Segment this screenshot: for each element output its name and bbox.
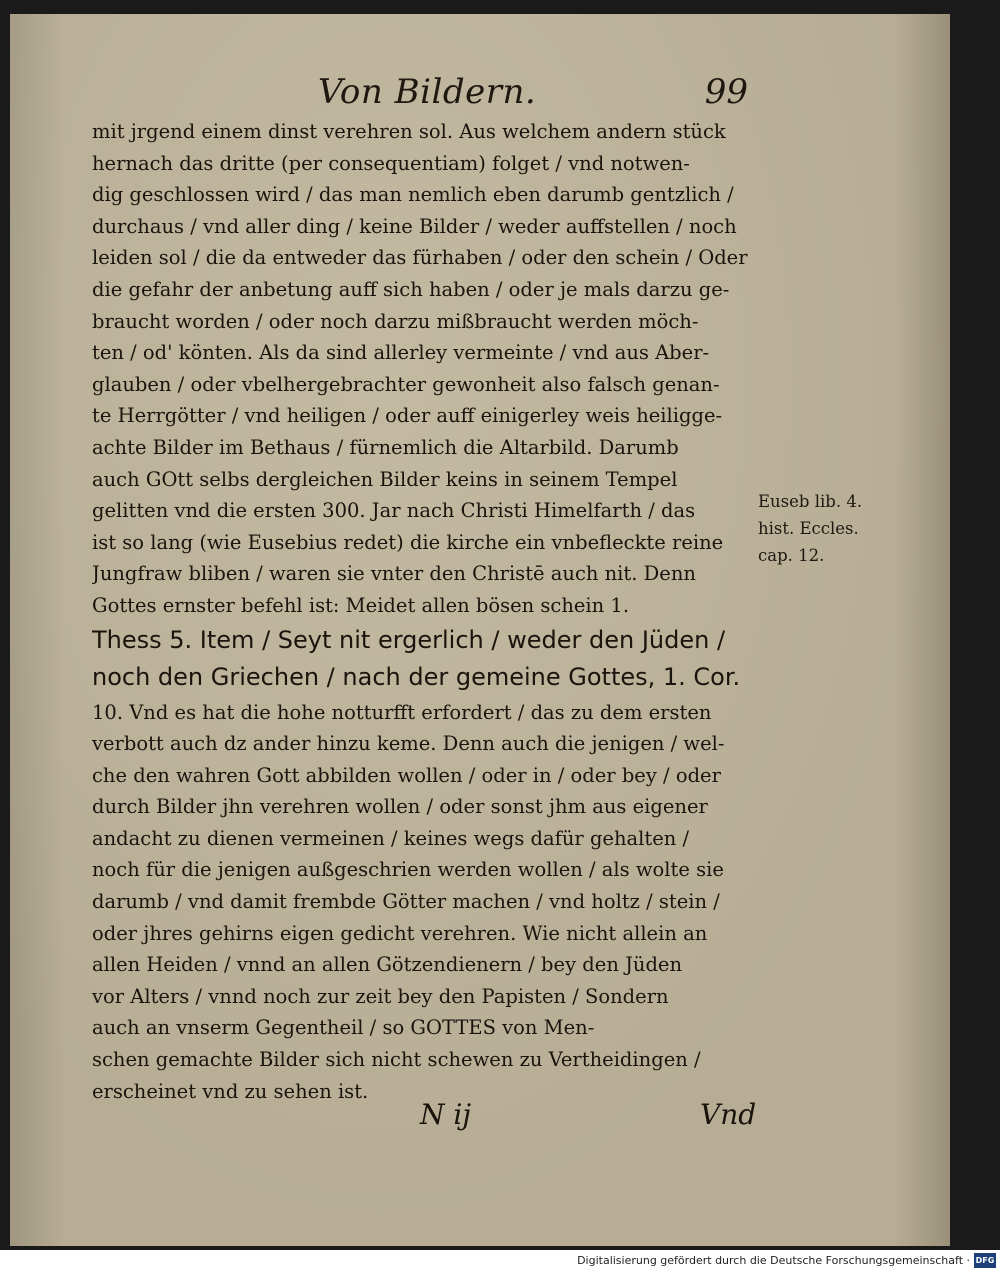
text-line: verbott auch dz ander hinzu keme. Denn auch die jenigen / wel- xyxy=(92,732,725,756)
text-line: allen Heiden / vnnd an allen Götzendienern / bey den Jüden xyxy=(92,953,683,977)
marginal-note-line: cap. 12. xyxy=(758,546,825,565)
text-line: braucht worden / oder noch darzu mißbraucht werden möch- xyxy=(92,309,699,333)
body-text xyxy=(92,116,760,1107)
text-line: che den wahren Gott abbilden wollen / oder in / oder bey / oder xyxy=(92,763,721,787)
credit-bar xyxy=(0,1250,1000,1272)
text-line: Gottes ernster befehl ist: Meidet allen bösen schein 1. xyxy=(92,593,630,617)
text-line: schen gemachte Bilder sich nicht schewen zu Vertheidingen / xyxy=(92,1048,701,1072)
text-line: ten / od' könten. Als da sind allerley vermeinte / vnd aus Aber- xyxy=(92,341,710,365)
text-line: mit jrgend einem dinst verehren sol. Aus welchem andern stück xyxy=(92,120,726,143)
text-line: leiden sol / die da entweder das fürhaben / oder den schein / Oder xyxy=(92,246,748,270)
text-line: vor Alters / vnnd noch zur zeit bey den Papisten / Sondern xyxy=(92,984,669,1008)
catchword: Vnd xyxy=(700,1098,757,1131)
text-line: noch den Griechen / nach der gemeine Gottes, 1. Cor. xyxy=(92,662,741,691)
text-line: auch GOtt selbs dergleichen Bilder keins in seinem Tempel xyxy=(92,467,678,491)
marginal-note xyxy=(758,488,888,569)
text-line: Jungfraw bliben / waren sie vnter den Christē auch nit. Denn xyxy=(92,562,696,586)
marginal-note-line: Euseb lib. 4. xyxy=(758,492,863,511)
dfg-logo-icon: DFG xyxy=(974,1253,996,1268)
running-title: Von Bildern. xyxy=(318,72,537,112)
text-line: te Herrgötter / vnd heiligen / oder auff einigerley weis heiligge- xyxy=(92,404,723,428)
page-number: 99 xyxy=(704,72,748,112)
text-line: 10. Vnd es hat die hohe notturfft erfordert / das zu dem ersten xyxy=(92,700,712,724)
text-line: Thess 5. Item / Seyt nit ergerlich / weder den Jüden / xyxy=(92,625,726,654)
text-line: achte Bilder im Bethaus / fürnemlich die Altarbild. Darumb xyxy=(92,435,679,459)
text-line: ist so lang (wie Eusebius redet) die kirche ein vnbefleckte reine xyxy=(92,530,724,554)
marginal-note-line: hist. Eccles. xyxy=(758,519,859,538)
text-line: durch Bilder jhn verehren wollen / oder sonst jhm aus eigener xyxy=(92,795,708,819)
text-line: hernach das dritte (per consequentiam) folget / vnd notwen- xyxy=(92,151,690,175)
funding-credit: Digitalisierung gefördert durch die Deutsche Forschungsgemeinschaft · xyxy=(577,1254,970,1267)
text-line: auch an vnserm Gegentheil / so GOTTES von Men- xyxy=(92,1016,595,1040)
text-line: gelitten vnd die ersten 300. Jar nach Christi Himelfarth / das xyxy=(92,499,696,523)
text-line: durchaus / vnd aller ding / keine Bilder / weder auffstellen / noch xyxy=(92,214,737,238)
signature-mark: N ij xyxy=(420,1098,472,1131)
text-line: oder jhres gehirns eigen gedicht verehren. Wie nicht allein an xyxy=(92,921,708,945)
text-line: erscheinet vnd zu sehen ist. xyxy=(92,1079,369,1103)
text-line: glauben / oder vbelhergebrachter gewonheit also falsch genan- xyxy=(92,372,720,396)
page-header xyxy=(318,70,748,120)
text-line: noch für die jenigen außgeschrien werden wollen / als wolte sie xyxy=(92,858,724,882)
text-line: die gefahr der anbetung auff sich haben / oder je mals darzu ge- xyxy=(92,277,730,301)
text-line: dig geschlossen wird / das man nemlich eben darumb gentzlich / xyxy=(92,183,734,207)
text-line: darumb / vnd damit frembde Götter machen / vnd holtz / stein / xyxy=(92,890,720,914)
text-line: andacht zu dienen vermeinen / keines wegs dafür gehalten / xyxy=(92,826,690,850)
